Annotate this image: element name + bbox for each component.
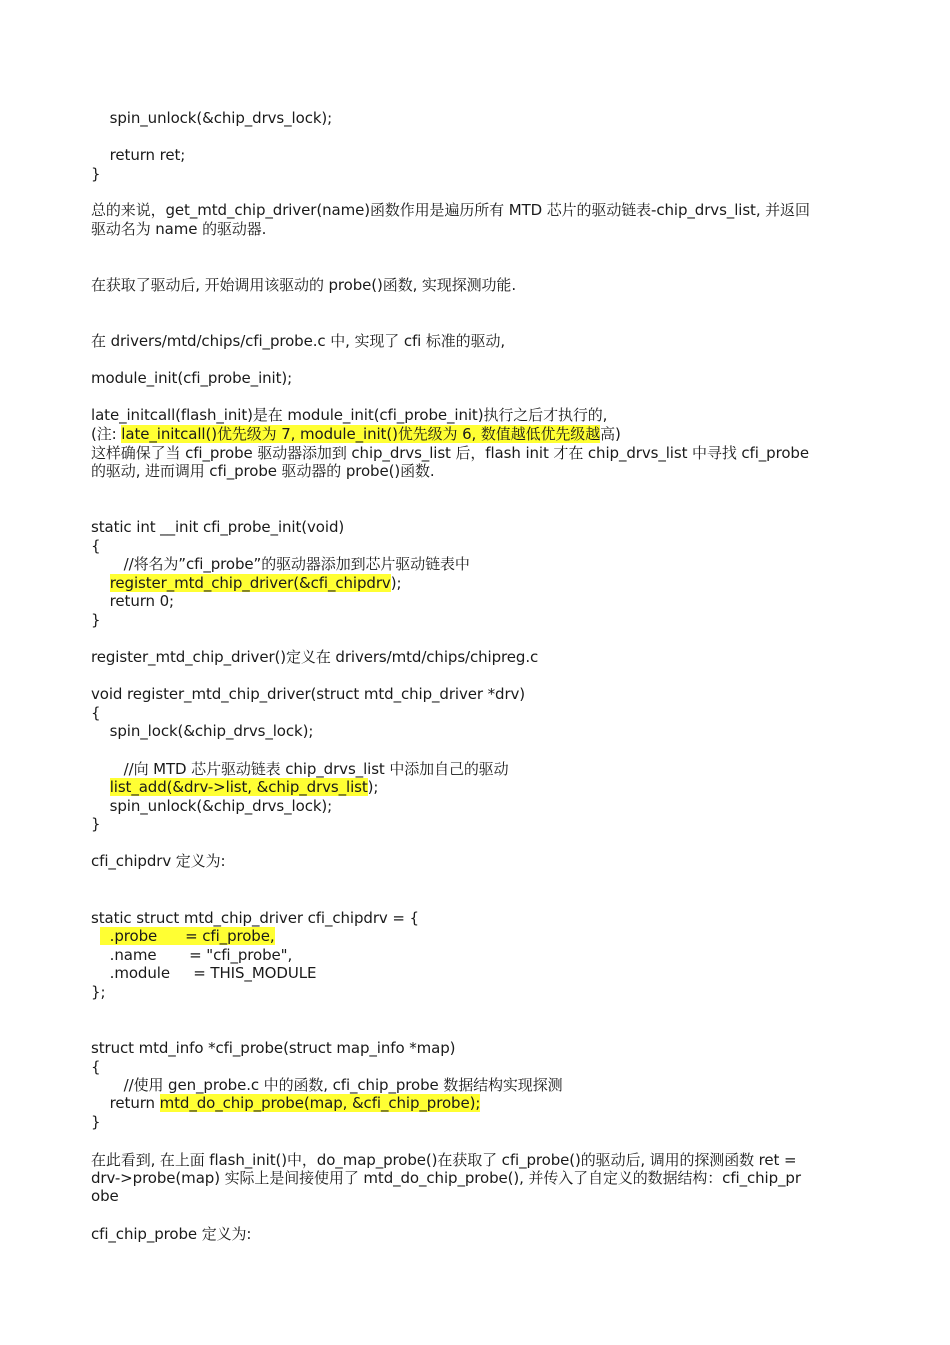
code-line: } bbox=[91, 815, 101, 833]
paragraph-line: register_mtd_chip_driver()定义在 drivers/mtd/chips/chipreg.c bbox=[91, 648, 539, 666]
code-line: void register_mtd_chip_driver(struct mtd_chip_driver *drv) bbox=[91, 685, 526, 703]
text-run: 高) bbox=[600, 425, 621, 443]
code-line: return 0; bbox=[91, 592, 175, 610]
text-run: ); bbox=[367, 778, 379, 796]
paragraph-line: obe bbox=[91, 1187, 119, 1205]
code-line bbox=[91, 574, 401, 593]
code-line: }; bbox=[91, 983, 106, 1001]
text-run bbox=[91, 927, 100, 945]
code-comment: //向 MTD 芯片驱动链表 chip_drvs_list 中添加自己的驱动 bbox=[91, 760, 509, 778]
paragraph-line: drv->probe(map) 实际上是间接使用了 mtd_do_chip_probe(), 并传入了自定义的数据结构：cfi_chip_pr bbox=[91, 1169, 801, 1187]
text-run bbox=[91, 778, 110, 796]
code-line: } bbox=[91, 611, 101, 629]
paragraph-line: cfi_chip_probe 定义为: bbox=[91, 1225, 252, 1243]
highlighted-text: mtd_do_chip_probe(map, &cfi_chip_probe); bbox=[159, 1094, 481, 1112]
paragraph-line: cfi_chipdrv 定义为: bbox=[91, 852, 226, 870]
paragraph-line: 这样确保了当 cfi_probe 驱动器添加到 chip_drvs_list 后，flash init 才在 chip_drvs_list 中寻找 cfi_probe bbox=[91, 444, 809, 462]
text-run bbox=[91, 574, 110, 592]
paragraph-line: 在此看到, 在上面 flash_init()中，do_map_probe()在获取了 cfi_probe()的驱动后, 调用的探测函数 ret = bbox=[91, 1151, 797, 1169]
code-line: struct mtd_info *cfi_probe(struct map_info *map) bbox=[91, 1039, 456, 1057]
code-comment: //将名为”cfi_probe”的驱动器添加到芯片驱动链表中 bbox=[91, 555, 470, 573]
code-line: .name = "cfi_probe", bbox=[91, 946, 293, 964]
highlighted-text: .probe = cfi_probe, bbox=[100, 927, 275, 945]
code-line bbox=[91, 927, 275, 946]
paragraph-line: 在获取了驱动后, 开始调用该驱动的 probe()函数, 实现探测功能. bbox=[91, 276, 517, 294]
highlighted-text: late_initcall()优先级为 7, module_init()优先级为 6, 数值越低优先级越 bbox=[121, 425, 601, 443]
highlighted-text: register_mtd_chip_driver(&cfi_chipdrv bbox=[109, 574, 391, 592]
code-comment: //使用 gen_probe.c 中的函数, cfi_chip_probe 数据结构实现探测 bbox=[91, 1076, 563, 1094]
paragraph-line bbox=[91, 425, 621, 444]
text-run: ); bbox=[390, 574, 402, 592]
code-line bbox=[91, 778, 378, 797]
code-line: return ret; bbox=[91, 146, 186, 164]
paragraph-line: late_initcall(flash_init)是在 module_init(cfi_probe_init)执行之后才执行的, bbox=[91, 406, 608, 424]
code-line: } bbox=[91, 165, 101, 183]
code-line: { bbox=[91, 537, 101, 555]
text-run: return bbox=[91, 1094, 160, 1112]
code-line bbox=[91, 1094, 480, 1113]
code-line: module_init(cfi_probe_init); bbox=[91, 369, 293, 387]
code-line: { bbox=[91, 704, 101, 722]
paragraph-line: 的驱动, 进而调用 cfi_probe 驱动器的 probe()函数. bbox=[91, 462, 435, 480]
paragraph-line: 总的来说，get_mtd_chip_driver(name)函数作用是遍历所有 MTD 芯片的驱动链表-chip_drvs_list, 并返回 bbox=[91, 201, 810, 219]
code-line: { bbox=[91, 1058, 101, 1076]
code-line: static struct mtd_chip_driver cfi_chipdrv = { bbox=[91, 909, 419, 927]
code-line: spin_unlock(&chip_drvs_lock); bbox=[91, 109, 333, 127]
paragraph-line: 驱动名为 name 的驱动器. bbox=[91, 220, 267, 238]
paragraph-line: 在 drivers/mtd/chips/cfi_probe.c 中, 实现了 cfi 标准的驱动, bbox=[91, 332, 506, 350]
code-line: spin_unlock(&chip_drvs_lock); bbox=[91, 797, 333, 815]
code-line: .module = THIS_MODULE bbox=[91, 964, 317, 982]
highlighted-text: list_add(&drv->list, &chip_drvs_list bbox=[109, 778, 368, 796]
code-line: static int __init cfi_probe_init(void) bbox=[91, 518, 345, 536]
code-line: } bbox=[91, 1113, 101, 1131]
code-line: spin_lock(&chip_drvs_lock); bbox=[91, 722, 314, 740]
text-run: (注: bbox=[91, 425, 122, 443]
